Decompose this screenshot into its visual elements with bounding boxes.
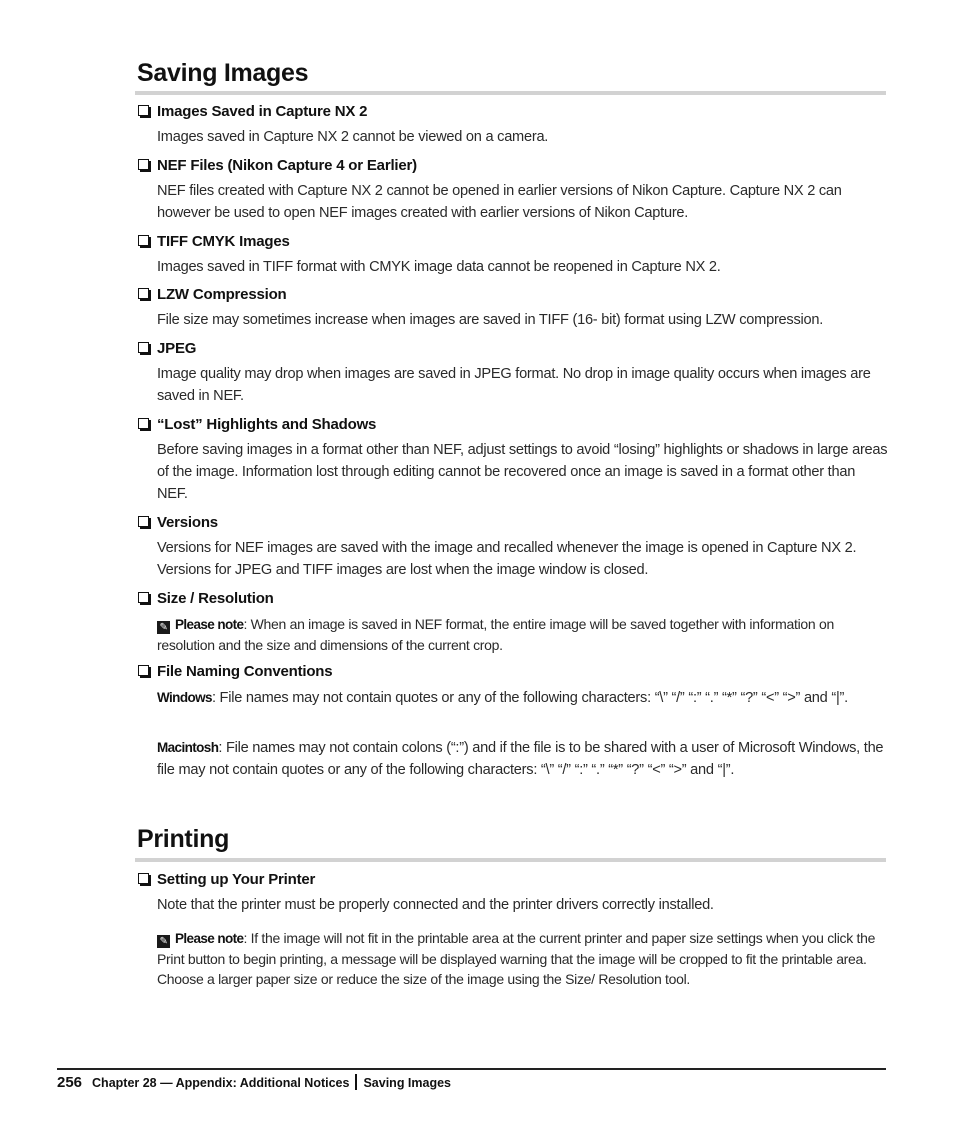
paragraph: Versions for NEF images are saved with the image and recalled whenever the image is opened in Capture NX 2. Versions for JPEG and TIFF images are lost when the image window is closed. <box>157 540 857 578</box>
windows-text: : File names may not contain quotes or any of the following characters: “\” “/” “:” “.” “*” “?” “<” “>” and “|”. <box>211 690 848 706</box>
windows-paragraph <box>157 687 889 709</box>
subheading <box>138 415 376 435</box>
subheading <box>138 285 287 305</box>
note-label: Please note <box>175 617 244 632</box>
note-paragraph <box>157 928 892 989</box>
macintosh-text: : File names may not contain colons (“:”) and if the file is to be shared with a user of Microsoft Windows, the file may not contain quotes or any of the following characters: “\” “/” “:” “.” “*” “?” “<” “>” and “|”. <box>157 740 884 778</box>
subheading-text: File Naming Conventions <box>157 663 333 680</box>
subheading <box>138 156 417 176</box>
paragraph: Images saved in TIFF format with CMYK image data cannot be reopened in Capture NX 2. <box>157 259 721 275</box>
page-number: 256 <box>57 1074 83 1091</box>
subheading-text: “Lost” Highlights and Shadows <box>157 416 377 433</box>
subheading-text: TIFF CMYK Images <box>157 233 290 250</box>
paragraph: Note that the printer must be properly connected and the printer drivers correctly installed. <box>157 897 714 913</box>
paragraph: Images saved in Capture NX 2 cannot be viewed on a camera. <box>157 129 549 145</box>
subheading-text: LZW Compression <box>157 286 287 303</box>
footer-section: Saving Images <box>363 1076 452 1090</box>
subheading <box>138 513 218 533</box>
subheading <box>138 339 196 359</box>
windows-label: Windows <box>157 690 212 705</box>
subheading-text: Versions <box>157 514 218 531</box>
title-rule <box>135 91 886 95</box>
macintosh-label: Macintosh <box>157 740 219 755</box>
macintosh-paragraph <box>157 737 889 781</box>
checkbox-bullet-icon <box>138 105 149 116</box>
checkbox-bullet-icon <box>138 516 149 527</box>
checkbox-bullet-icon <box>138 873 149 884</box>
checkbox-bullet-icon <box>138 418 149 429</box>
subheading <box>138 870 315 890</box>
checkbox-bullet-icon <box>138 235 149 246</box>
section-title-printing: Printing <box>137 825 230 853</box>
subheading-text: Size / Resolution <box>157 590 274 607</box>
checkbox-bullet-icon <box>138 342 149 353</box>
paragraph: Image quality may drop when images are saved in JPEG format. No drop in image quality occurs when images are saved in NEF. <box>157 366 871 404</box>
footer-separator <box>355 1074 357 1090</box>
page-footer <box>57 1071 451 1094</box>
subheading <box>138 589 274 609</box>
footer-rule <box>57 1068 886 1070</box>
section-title-saving-images: Saving Images <box>137 59 309 87</box>
title-rule <box>135 858 886 862</box>
pencil-note-icon: ✎ <box>157 935 170 948</box>
checkbox-bullet-icon <box>138 288 149 299</box>
paragraph: NEF files created with Capture NX 2 cannot be opened in earlier versions of Nikon Capture. Capture NX 2 can however be used to open NEF images created with earlier versions of Nikon Capture. <box>157 183 842 221</box>
subheading-text: NEF Files (Nikon Capture 4 or Earlier) <box>157 157 417 174</box>
note-label: Please note <box>175 931 244 946</box>
note-text: : If the image will not fit in the printable area at the current printer and paper size settings when you click the Print button to begin printing, a message will be displayed warning that the image will be cropped to fit the printable area. Choose a larger paper size or reduce the size of the image using the Size/ Resolution tool. <box>157 930 876 987</box>
paragraph: Before saving images in a format other than NEF, adjust settings to avoid “losing” highlights or shadows in large areas of the image. Information lost through editing cannot be recovered once an image is saved in a format other than NEF. <box>157 442 888 502</box>
checkbox-bullet-icon <box>138 159 149 170</box>
footer-chapter: Chapter 28 — Appendix: Additional Notices <box>92 1076 350 1090</box>
note-text: : When an image is saved in NEF format, the entire image will be saved together with information on resolution and the size and dimensions of the current crop. <box>157 616 834 653</box>
paragraph: File size may sometimes increase when images are saved in TIFF (16- bit) format using LZW compression. <box>157 312 824 328</box>
subheading-text: JPEG <box>157 340 197 357</box>
note-paragraph <box>157 614 892 655</box>
subheading <box>138 102 367 122</box>
subheading <box>138 662 332 682</box>
subheading-text: Images Saved in Capture NX 2 <box>157 103 368 120</box>
pencil-note-icon: ✎ <box>157 621 170 634</box>
checkbox-bullet-icon <box>138 665 149 676</box>
checkbox-bullet-icon <box>138 592 149 603</box>
subheading <box>138 232 290 252</box>
subheading-text: Setting up Your Printer <box>157 871 316 888</box>
